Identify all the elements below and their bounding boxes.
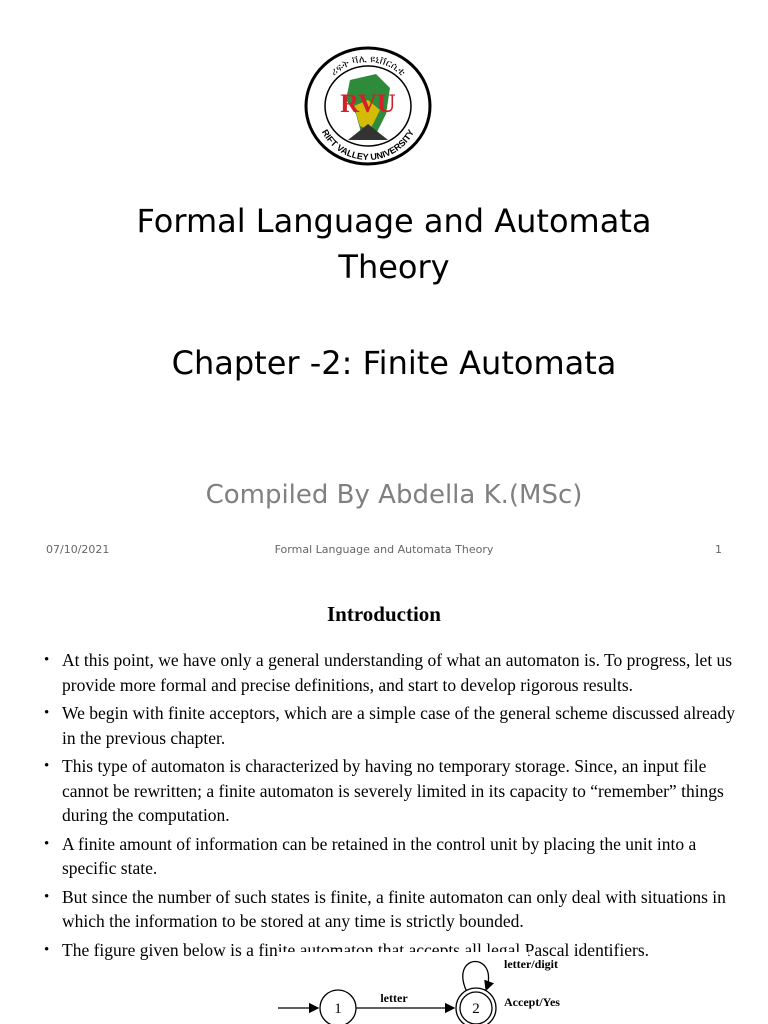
slide-heading: Introduction — [327, 602, 441, 626]
self-loop-arrow — [463, 962, 489, 991]
bullet-dot-icon: • — [44, 941, 50, 958]
bullet-item: • The figure given below is a finite automaton that accepts all legal Pascal identifiers. — [20, 938, 742, 963]
introduction-slide — [0, 576, 768, 1024]
finite-automaton-diagram — [278, 952, 560, 1024]
bullet-item: • We begin with finite acceptors, which are a simple case of the general scheme discussed already in the previous chapter. — [44, 703, 736, 748]
accept-label: Accept/Yes — [504, 995, 560, 1009]
footer-page-number: 1 — [715, 543, 722, 556]
footer-date: 07/10/2021 — [46, 543, 110, 556]
state-1-label: 1 — [334, 1001, 342, 1017]
state-2-label: 2 — [472, 1001, 480, 1017]
self-loop-label: letter/digit — [504, 957, 558, 971]
university-logo — [298, 40, 438, 170]
bullet-dot-icon: • — [44, 758, 50, 774]
presentation-title — [60, 198, 728, 290]
author-subtitle: Compiled By Abdella K.(MSc) — [205, 480, 583, 510]
logo-arc-text: ሪፍት ቫሊ ዩኒቨርሲቲ — [328, 53, 408, 79]
logo-bottom-text: RIFT VALLEY UNIVERSITY — [319, 127, 417, 163]
bullet-dot-icon: • — [44, 652, 50, 668]
bullet-dot-icon: • — [44, 705, 50, 721]
chapter-title: Chapter -2: Finite Automata — [171, 344, 617, 382]
bullet-list — [20, 648, 742, 966]
bullet-item: • But since the number of such states is finite, a finite automaton can only deal with situations in which the information to be stored at any time is strictly bounded. — [44, 886, 726, 931]
bullet-item: • This type of automaton is characterized by having no temporary storage. Since, an input file cannot be rewritten; a finite automaton is severely limited in its capacity to “remember” things during the computation. — [44, 756, 724, 825]
bullet-dot-icon: • — [44, 888, 50, 905]
bullet-dot-icon: • — [44, 835, 50, 852]
title-line-2: Theory — [338, 248, 450, 286]
logo-initials: RVU — [340, 89, 396, 118]
bullet-item: • At this point, we have only a general understanding of what an automaton is. To progress, let us provide more formal and precise definitions, and start to develop rigorous results. — [44, 650, 733, 695]
transition-label: letter — [380, 991, 408, 1005]
bullet-item: • A finite amount of information can be retained in the control unit by placing the unit into a specific state. — [44, 833, 697, 878]
footer-course-title: Formal Language and Automata Theory — [274, 543, 494, 556]
title-line-1: Formal Language and Automata — [136, 202, 652, 240]
